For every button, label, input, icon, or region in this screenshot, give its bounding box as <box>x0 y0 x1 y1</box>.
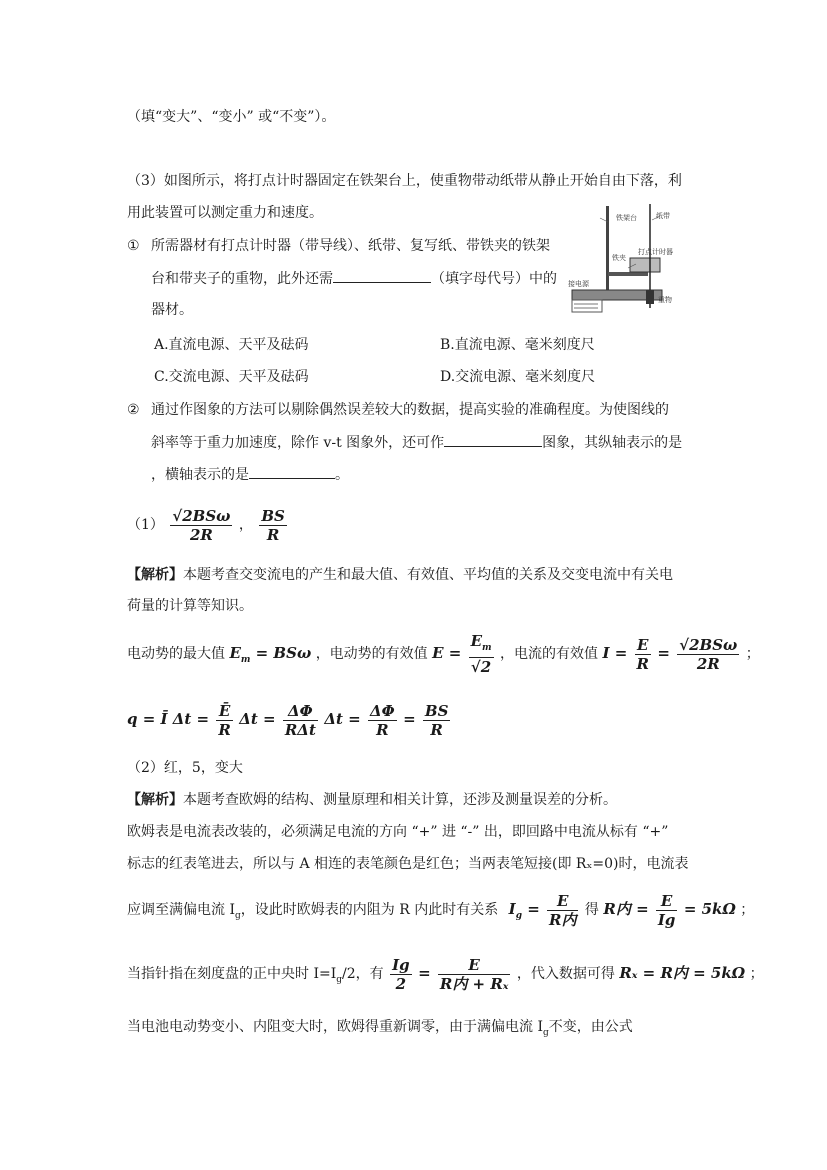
fill-hint: （填“变大”、“变小” 或“不变”）。 <box>127 109 336 125</box>
ans1-analysis-line1: 【解析】本题考查交变流电的产生和最大值、有效值、平均值的关系及交变电流中有关电 <box>127 567 673 583</box>
clamp-arm <box>608 272 648 276</box>
ans2-p5: 当电池电动势变小、内阻变大时，欧姆得重新调零，由于满偏电流 $I_g$不变，由公式 <box>127 1019 633 1038</box>
answer-blank-3[interactable] <box>249 464 335 479</box>
q3-intro-line1: （3）如图所示，将打点计时器固定在铁架台上，使重物带动纸带从静止开始自由下落，利 <box>127 173 682 189</box>
option-d: D.交流电源、毫米刻度尺 <box>440 369 596 385</box>
label-weight: 重物 <box>658 296 672 304</box>
q3-item2-line3: ，横轴表示的是 。 <box>151 464 349 485</box>
table-block <box>572 300 602 312</box>
ans1-frac-1: $\frac{\text{√2BSω}}{2R}$ <box>172 506 231 544</box>
answer-blank-1[interactable] <box>333 268 431 283</box>
q3-item2-line1: 通过作图象的方法可以剔除偶然误差较大的数据，提高实验的准确程度。为使图线的 <box>151 402 669 418</box>
option-a: A.直流电源、天平及砝码 <box>154 337 309 353</box>
answer-blank-2[interactable] <box>444 432 542 447</box>
option-b: B.直流电源、毫米刻度尺 <box>440 337 595 353</box>
label-timer: 打点计时器 <box>638 248 673 256</box>
ans1-header: （1） $\frac{\text{√2BSω}}{2R}$ ， $\frac{BS}{R}$ <box>127 506 285 544</box>
ans2-p2: 标志的红表笔进去，所以与 A 相连的表笔颜色是红色；当两表笔短接(即 Rₓ=0)时，电流表 <box>127 856 689 872</box>
q3-item1-mark: ① <box>127 238 140 254</box>
ans1-analysis-line2: 荷量的计算等知识。 <box>127 598 253 614</box>
ans1-charge-line: q = Ī Δt = $\frac{Ē}{R}$ Δt = $\frac{\Delta\Phi}{\text{RΔt}}$ Δt = $\frac{\Delta\Phi}{R}$ = $\frac{BS}{R}$ <box>127 701 449 739</box>
label-clamp: 铁夹 <box>612 254 626 262</box>
label-tape: 纸带 <box>656 212 670 220</box>
ans2-p4: 当指针指在刻度盘的正中央时 $I=I_g/2$，有 $\frac{Ig}{2}$ = $\frac{E}{\text{R内 + Rₓ}}$ ，代入数据可得 Rₓ = R内 = 5kΩ ； <box>127 955 764 993</box>
emf-eff-frac: $\frac{E_m}{√2}$ <box>470 632 492 676</box>
q3-item2-mark: ② <box>127 402 140 418</box>
ans2-analysis: 【解析】本题考查欧姆的结构、测量原理和相关计算，还涉及测量误差的分析。 <box>127 792 617 808</box>
q3-item1-line2: 台和带夹子的重物，此外还需 （填字母代号）中的 <box>151 268 557 289</box>
ans2-p1: 欧姆表是电流表改装的，必须满足电流的方向 “+” 进 “-” 出，即回路中电流从标有 “+” <box>127 824 669 840</box>
apparatus-figure <box>568 198 680 328</box>
weight <box>646 290 654 304</box>
q3-item2-line2: 斜率等于重力加速度，除作 v-t 图象外，还可作 图象，其纵轴表示的是 <box>151 432 682 453</box>
label-power: 接电源 <box>568 280 589 288</box>
ans2-header: （2）红，5，变大 <box>127 760 243 776</box>
q3-item1-line3: 器材。 <box>151 302 193 318</box>
ans2-p3: 应调至满偏电流 $I_g$，设此时欧姆表的内阻为 R 内此时有关系 $I_g$ = $\frac{E}{\text{R内}}$ 得 R内 = $\frac{E}{Ig}$ = 5kΩ ； <box>127 891 755 929</box>
label-stand: 铁架台 <box>616 214 637 222</box>
ans1-emf-line: 电动势的最大值 $E_m = BS\omega$ ，电动势的有效值 E = $\frac{E_m}{√2}$ ，电流的有效值 I = $\frac{E}{R}$ = $\frac{\text{√2BSω}}{2R}$ ； <box>127 632 760 676</box>
q3-item1-line1: 所需器材有打点计时器（带导线）、纸带、复写纸、带铁夹的铁架 <box>151 238 550 254</box>
stand-rod <box>606 206 609 290</box>
q3-intro-line2: 用此装置可以测定重力和速度。 <box>127 205 323 221</box>
ans1-frac-2: $\frac{BS}{R}$ <box>261 506 285 544</box>
option-c: C.交流电源、天平及砝码 <box>154 369 309 385</box>
